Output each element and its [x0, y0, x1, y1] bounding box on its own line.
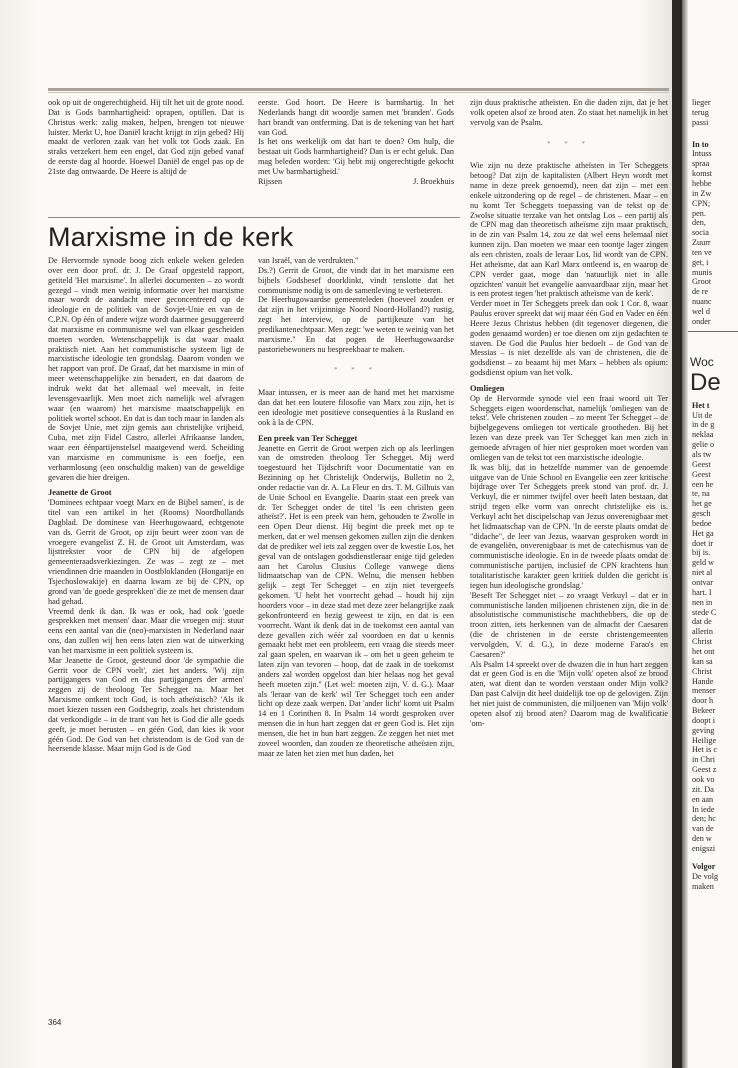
right-page-line: De volg — [692, 871, 719, 881]
right-page-subheading: In to — [692, 139, 709, 149]
right-page-line: allerin — [692, 627, 713, 637]
paragraph: Is het ons werkelijk om dat hart te doen? Om hulp, die bestaat uit Gods barmhartigheid? Dan is er echt geluk. Dan mag beleden worden: 'Gij hebt mij ongerechtigde gekocht met Uw barmhartigheid.' — [258, 137, 454, 176]
right-page-line: Christ — [692, 666, 713, 676]
paragraph: van Israël, van de verdrukten.'' — [258, 256, 359, 265]
right-page-section: Woc — [690, 354, 714, 369]
right-page-line: ook vo — [692, 775, 715, 784]
paragraph: ook op uit de ongerechtigheid. Hij tilt het uit de grote nood. Dat is Gods barmhartigheid: oprapen, optillen. Dat is Christus werk: zalig maken, helpen, brengen tot nieuwe luister. Merkt U, hoe Daniël kracht krijgt in zijn gebed? Hij maakt de verloren zaak van het volk tot Gods zaak. En straks verzekert hem een engel, dat God zijn gebed vanaf de eerste dag al hoorde. Hoewel Daniël de engel pas op de 21ste dag ontwaarde. De Heere is altijd de — [48, 98, 244, 176]
paragraph: Wie zijn nu deze praktische atheïsten in Ter Scheggets betoog? Dat zijn de kapitalisten (Albert Heyn wordt met name in deze preek genoemd), neen dat zijn – met een enkele uitzondering op de regel – de christenen. Maar – en nu komt Ter Scheggets toepassing van de tekst op de Zwolse situatie terzake van het ontslag Los – een partij als de CPN mag dan theoretisch atheïsme zijn maar praktisch, in de zin van Psalm 14, zou ze dat wel eens helemaal niet kunnen zijn. Dan moeten we maar een toontje lager zingen als een christen, zoals de leraar Los, lid wordt van de CPN. Het atheïsme, dat aan Karl Marx ontleend is, en waarop de CPN verder gaat, moge dan 'natuurlijk niet in alle opzichten' vanuit het evangelie aanvaardbaar zijn, maar het is een protest tegen 'het praktisch atheïsme van de kerk'. — [470, 161, 668, 299]
paragraph: 'Dominees echtpaar voegt Marx en de Bijbel samen', is de titel van een artikel in het (Rooms) Noordhollands Dagblad. De dominese van Heerhugowaard, echtgenote van ds. Gerrit de Groot, op zijn beurt weer zoon van de vroegere evangelist Z. H. de Groot uit Amsterdam, was lijsttrekster voor de CPN bij de afgelopen gemeenteraadsverkiezingen. Ze was – zegt ze – met vriendinnen drie maanden in Oostbloklanden (Hongarije en Tsjechoslowakije) en daarna kwam ze bij de CPN, op grond van 'de goede gesprekken' die ze met de mensen daar had gehad. — [48, 498, 244, 606]
right-page-line: gelie o — [692, 440, 715, 450]
subheading-jeanette: Jeanette de Groot — [48, 488, 112, 498]
right-page-line: Groot — [692, 277, 712, 287]
signature-place: Rijssen — [258, 176, 283, 186]
paragraph: Jeanette en Gerrit de Groot werpen zich op als leerlingen van de omstreden theoloog Ter Schegget. Mij werd toegestuurd het Tijdschrift voor Documentatie van en Bezinning op het Christelijk Onderwijs, Bulletin no 2, onder redactie van dr. A. La Fleur en drs. T. M. Gilhuis van de Unie School en Evangelie. Daarin staat een preek van dr. Ter Schegget onder de titel 'Is een christen geen atheïst?'. Het is een preek van hem, gehouden te Zwolle in een Open Deur dienst. Hij begint die preek met op te merken, dat er wel mensen gekomen zullen zijn die denken dat de prediker wel iets zal zeggen over de kwestie Los, het geval van de ontslagen godsdienstleraar enige tijd geleden aan het Carolus Clusius College vanwege diens lidmaatschap van de CPN. Welnu, die mensen hebben gelijk – zegt Ter Schegget – en zijn niet tevergeefs gekomen. 'U hebt het voorrecht gehad – houdt hij zijn hoorders voor – in deze stad met deze zeer belangrijke zaak gekonfronteerd en bezig geweest te zijn, en dat is een voorrecht. Want ik denk dat in de toekomst een aantal van deze gevallen zich wéér zal voordoen en dat u kennis gemaakt hebt met een probleem, een vraag die steeds meer zal gaan spelen, en waarvan ik – om het u geen geheim te laten zijn van tevoren – hoop, dat de zaak in de toekomst anders zal worden opgelost dan hier helaas nog het geval heeft moeten zijn.'' (Let wel: moeten zijn, V. d. G.). Maar als 'leraar van de kerk' wil Ter Schegget toch een ander licht op deze zaak werpen. Dat 'ander licht' komt uit Psalm 14 en 1 Corinthen 8. In Psalm 14 wordt gesproken over mensen die in hun hart zeggen dat er geen God is. Het zijn mensen, die het in hun hart zeggen. Ze zeggen het niet met zoveel woorden, dan zouden ze theoretische atheïsten zijn, maar ze laten het zien met hun daden, het — [258, 443, 454, 758]
right-page-line: Christ — [692, 637, 713, 647]
paragraph: Ik was blij, dat in hetzelfde nummer van de genoemde uitgave van de Unie School en Evangelie een zeer kritische bijdrage over Ter Scheggets preek stond van prof. dr. J. Verkuyl, die er nimmer twijfel over heeft laten bestaan, dat strijd tegen elke vorm van onrecht christelijke eis is. Verkuyl acht het discipelschap van Jezus onverenigbaar met het lidmaatschap van de CPN. 'In de eerste plaats omdat de "didache", de leer van Jezus, waarvan gesproken wordt in de evangeliën, onverenigbaar is met de catechismus van de communistische ideologie. En in de tweede plaats omdat de communistische partijen, inclusief de CPN krachtens hun totalitaristische karakter geen kritiek dulden die gericht is tegen hun ideologische grondslag.' — [470, 462, 668, 590]
right-page-line: den w — [692, 834, 712, 844]
right-page-line: het ont — [692, 646, 715, 656]
right-page-line: gesch — [692, 509, 711, 519]
right-page-line: menser — [692, 686, 716, 696]
signature-name: J. Broekhuis — [413, 176, 454, 186]
right-page-line: neklaa — [692, 430, 714, 440]
top-rule — [48, 88, 669, 91]
right-page-line: Hande — [692, 676, 714, 686]
right-page-subheading: Het t — [692, 400, 710, 410]
right-page-line: een he — [692, 479, 714, 489]
paragraph: Verder moet in Ter Scheggets preek dan ook 1 Cor. 8, waar Paulus erover spreekt dat wij maar één God en Vader en één Heere Jezus Christus hebben (dit tegenover diegenen, die goden genaamd worden) er toe dienen om zijn gedachten te staven. De God die Paulus hier bedoelt – de God van de Messias – is niet dezelfde als van de christenen, die de godsdienst – zo beaamt hij met Marx – hebben als opium: godsdienst opium van het volk. — [470, 299, 668, 378]
right-page-line: stede C — [692, 607, 717, 617]
right-page-line: door h — [692, 696, 714, 706]
paragraph: Op de Hervormde synode viel een fraai woord uit Ter Scheggets eigen woordenschat, namelijk 'omliegen van de tekst'. Vele christenen zouden – zo meent Ter Schegget – de bijbelgegevens omliegen tot verticale grootheden. Bij het lezen van deze preek van Ter Schegget kan men zich in gemoede afvragen of hier niet gesproken moet worden van omliegen van de tekst tot een marxistische ideologie. — [470, 393, 668, 462]
right-page-line: ontvar — [692, 578, 713, 587]
right-page-line: Geest z — [692, 765, 717, 775]
right-page-line: onder — [692, 316, 711, 326]
article-column-1 — [48, 256, 244, 754]
right-page-line: zit. Da — [692, 784, 714, 794]
right-page-line: CPN; — [692, 198, 711, 208]
right-page-headline: De — [690, 368, 721, 396]
right-page-line: te, na — [692, 489, 710, 499]
right-page-line: Intuss — [692, 149, 712, 159]
top-column-2 — [258, 98, 454, 187]
right-page-line: get, i — [692, 257, 709, 267]
right-page-line: geving — [692, 725, 715, 735]
right-page-line: pen. — [692, 208, 706, 218]
right-page-line: socia — [692, 228, 709, 238]
right-page-line: ten ve — [692, 247, 712, 257]
page-number: 364 — [48, 1018, 62, 1027]
right-page-line: hart. I — [692, 587, 712, 597]
paragraph: 'Beseft Ter Schegget niet – zo vraagt Verkuyl – dat er in communistische landen miljoenen christenen zijn, die in de absolutistische communistische machthebbers, die op de troon zitten, iets herkennen van de almacht der Caesaren (die de christenen in de eerste christengemeenten vervolgden, V. d. G.), in deze moderne Farao's en Caesaren?' — [470, 590, 668, 659]
right-page-line: spraa — [692, 159, 710, 169]
right-page-line: In iede — [692, 804, 715, 814]
paragraph: De Heerhugowaardse gemeenteleden (hoeveel zouden er dat zijn in het vrijzinnige Noord Noord-Holland?) rustig, zegt het interview, op de partijkeuze van het predikantenechtpaar. Men zegt: 'we weten te weinig van het marxisme.'' En dat pogen de Heerhugowaardse pastoriebewoners nu bespreekbaar te maken. — [258, 295, 454, 354]
paragraph: Ds.?) Gerrit de Groot, die vindt dat in het marxisme een bijbels Godsbesef doorklinkt, vindt tenslotte dat het communisme nodig is om de samenleving te verbeteren. — [258, 265, 454, 295]
magazine-page-right — [688, 0, 738, 1068]
right-page-line: lieger — [692, 98, 711, 107]
right-page-line: Uit de — [692, 410, 713, 420]
article-headline: Marxisme in de kerk — [48, 222, 294, 252]
right-page-line: Het ga — [692, 528, 714, 538]
right-page-line: Zuurr — [692, 238, 711, 248]
right-page-line: komst — [692, 169, 713, 179]
top-rule-thin — [48, 92, 669, 93]
section-stars: * * * — [334, 366, 378, 375]
right-page-line: wel d — [692, 307, 710, 316]
right-page-line: den, — [692, 218, 706, 228]
paragraph: Maar intussen, er is meer aan de hand met het marxisme dan dat het een loutere filosofie van Marx zou zijn, het is een ideologie met positieve consequenties à la Rusland en ook à la de CPN. — [258, 388, 454, 427]
right-page-line: passi — [692, 117, 709, 127]
right-page-line: niet al — [692, 568, 713, 578]
right-page-line: enigszi — [692, 843, 716, 853]
right-page-line: in Zw — [692, 188, 712, 198]
right-page-line: maken — [692, 881, 714, 891]
article-rule — [48, 217, 460, 218]
subheading-preek: Een preek van Ter Schegget — [258, 433, 358, 443]
right-page-line: hebbe — [692, 178, 712, 188]
right-page-line: de re — [692, 287, 709, 297]
right-page-line: dat de — [692, 617, 712, 627]
signature-row — [258, 177, 454, 187]
right-page-line: Heilige — [692, 735, 717, 745]
right-page-line: van de — [692, 824, 714, 834]
right-page-line: bij is. — [692, 548, 711, 558]
right-page-line: doet ir — [692, 538, 714, 548]
right-page-line: doopt i — [692, 715, 715, 725]
page-gutter — [672, 0, 682, 1068]
paragraph: De Hervormde synode boog zich enkele weken geleden over een door prof. dr. J. De Graaf opgesteld rapport, getiteld 'Het marxisme'. In allerlei documenten – zo wordt gezegd – vindt men weinig informatie over het marxisme maar wordt de aandacht meer geconcentreerd op de ideologie en de politiek van de Sovjet-Unie en van de C.P.N. Op één of andere wijze wordt daarmee gesuggereerd dat marxisme en communisme wel van elkaar gescheiden moeten worden. Wetenschappelijk is dat waar maakt praktisch niet. Aan het communistische systeem ligt de marxistische ideologie ten grondslag. Daarom vonden we het rapport van prof. De Graaf, dat het marxisme in min of meer wetenschappelijke zin benadert, en dat daarom de indruk wekt dat het allemaal wel meevalt, in feite levensgevaarlijk. Men moet zich namelijk wel afvragen waar (en waarom) het marxisme maatschappelijk en politiek wortel schoot. En dat is dan toch maar in landen als de Sovjet Unie, met zijn gemis aan christelijke vrijheid, Cuba, met zijn Fidel Castro, allerlei Afrikaanse landen, waar een éénpartijenstelsel maatgevend werd. Scheiding van marxisme en communisme is een foefje, een verharmlosung (een onschuldig maken) van de geweldige gevaren die hier dreigen. — [48, 256, 244, 482]
right-page-line: in de g — [692, 420, 715, 430]
right-page-line: nen in — [692, 597, 713, 607]
right-page-line: geld w — [692, 558, 715, 568]
right-page-line: bedoe — [692, 518, 712, 528]
paragraph: zijn duus praktische atheïsten. En die daden zijn, dat je het volk opeten alsof ze brood aten. Zo staat het namelijk in het vervolg van de Psalm. — [470, 98, 668, 127]
right-page-line: Bekeer — [692, 706, 716, 716]
article-column-2 — [258, 256, 454, 759]
right-page-line: nuanc — [692, 297, 712, 307]
right-page-line: als tw — [692, 449, 712, 459]
paragraph: eerste. God hoort. De Heere is barmhartig. In het Nederlands hangt dit woordje samen met 'branden'. Gods hart brandt van ontferming. Dat is de tekening van het hart van God. — [258, 98, 454, 137]
subheading-omliegen: Omliegen — [470, 383, 505, 393]
right-page-line: in Chri — [692, 755, 715, 765]
right-page-line: den; hc — [692, 814, 716, 824]
section-stars: * * * — [547, 139, 591, 148]
right-page-line: het ge — [692, 499, 712, 509]
right-page-subheading: Volgor — [692, 861, 716, 871]
paragraph: Vreemd denk ik dan. Ik was er ook, had ook 'goede gesprekken met mensen' daar. Maar die vroegen mij: stuur eens een aantal van die (neo)-marxisten in Nederland naar ons, dan zullen wij hen eens laten zien wat de uitwerking van het marxisme in een politiek systeem is. — [48, 606, 244, 655]
top-column-3 — [470, 98, 668, 728]
right-page-line: Geest — [692, 459, 711, 469]
right-page-line: kan sa — [692, 656, 713, 666]
right-page-line: terug — [692, 107, 709, 117]
right-page-line: Geest — [692, 469, 711, 479]
right-page-line: Het is c — [692, 745, 718, 755]
top-column-1 — [48, 98, 244, 177]
right-page-line: en aan — [692, 794, 714, 804]
paragraph: Als Psalm 14 spreekt over de dwazen die in hun hart zeggen dat er geen God is en die 'Mijn volk' opeten alsof ze brood aten, wat dient dan te worden verstaan onder Mijn volk? Dan past Calvijn dit heel duidelijk toe op de gelovigen. Zijn het niet juist de communisten, die miljoenen van 'Mijn volk' opeten alsof zij brood aten? Daarom mag de kwalificatie 'om- — [470, 659, 668, 728]
right-page-line: munis — [692, 267, 713, 277]
right-page-rule — [688, 331, 738, 332]
paragraph: Mar Jeanette de Groot, gesteund door 'de sympathie die Gerrit voor de CPN voelt', ziet het anders. 'Wij zijn partijgangers van God en dus partijgangers der armen' zeggen zij de theoloog Ter Schegget na. Maar het Marxisme ontkent toch God, is toch atheïstisch? 'Als ik moet kiezen tussen een Godsbegrip, zoals het christendom dat verkondigde – in de trant van het is God die alle goeds geeft, je moet berusten – en géén God, dan kies ik voor géén God. De God van het christendom is de God van de heersende klasse. Maar mijn God is de God — [48, 655, 244, 754]
